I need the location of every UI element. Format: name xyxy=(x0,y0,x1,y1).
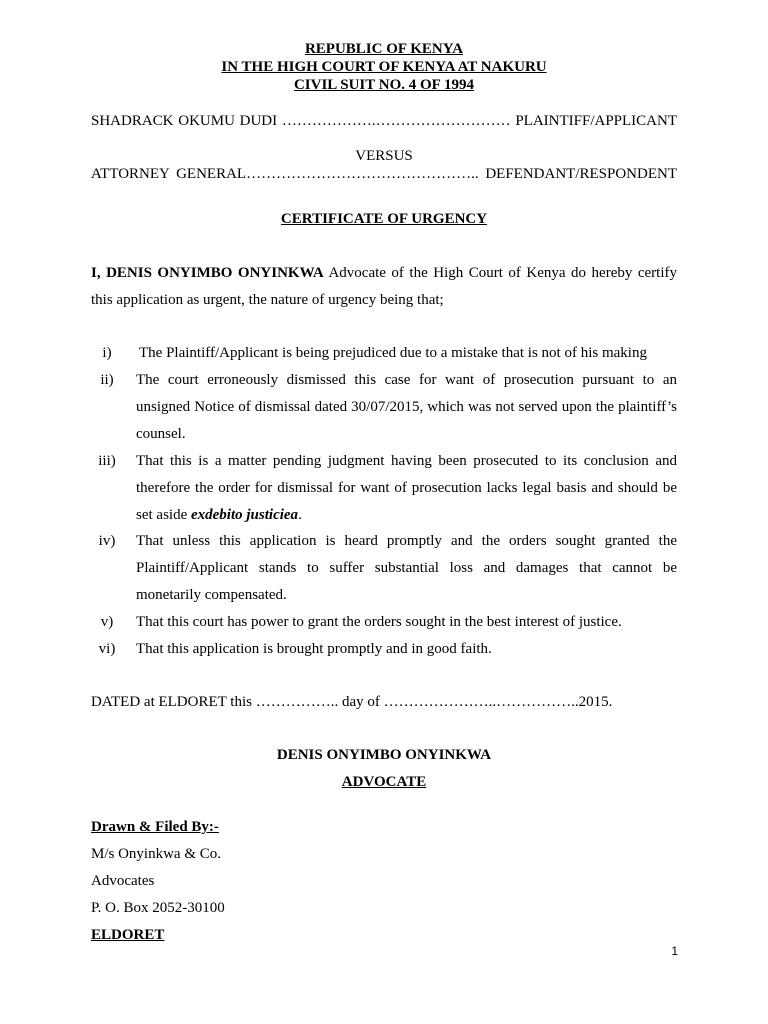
certificate-title: CERTIFICATE OF URGENCY xyxy=(280,211,488,227)
intro-line-2: this application as urgent, the nature of urgency being that; xyxy=(91,292,444,308)
plaintiff-dots: ……………….……………………… xyxy=(281,113,511,129)
signatory-title: ADVOCATE xyxy=(341,774,427,790)
ground-numeral: vi) xyxy=(98,641,116,657)
ground-text: That unless this application is heard promptly and the orders sought granted the xyxy=(136,533,677,549)
plaintiff-name: SHADRACK OKUMU DUDI xyxy=(91,113,278,129)
signatory-name: DENIS ONYIMBO ONYINKWA xyxy=(276,747,492,763)
ground-text: The Plaintiff/Applicant is being prejudiced due to a mistake that is not of his making xyxy=(139,345,647,361)
defendant-name: ATTORNEY GENERAL xyxy=(91,166,247,182)
firm-address: P. O. Box 2052-30100 xyxy=(91,900,225,916)
plaintiff-line xyxy=(91,112,677,130)
ground-text-suffix: . xyxy=(298,507,302,523)
latin-phrase: exdebito justiciea xyxy=(190,507,299,523)
ground-numeral: v) xyxy=(100,614,114,630)
page-number: 1 xyxy=(671,944,678,958)
ground-text: That this court has power to grant the orders sought in the best interest of justice. xyxy=(136,614,622,630)
ground-text: monetarily compensated. xyxy=(136,587,287,603)
defendant-dots: ……………………………………….. xyxy=(246,166,479,182)
plaintiff-role: PLAINTIFF/APPLICANT xyxy=(515,113,677,129)
ground-numeral: i) xyxy=(102,345,112,361)
ground-text xyxy=(136,506,677,524)
defendant-name-and-dots xyxy=(91,166,479,182)
header-suit-number: CIVIL SUIT NO. 4 OF 1994 xyxy=(293,77,475,93)
ground-text: The court erroneously dismissed this case for want of prosecution pursuant to an xyxy=(136,372,677,388)
dated-line: DATED at ELDORET this …………….. day of …………………..……………..2015. xyxy=(91,694,613,710)
ground-text: That this application is brought promptly and in good faith. xyxy=(136,641,492,657)
ground-numeral: iii) xyxy=(98,453,116,469)
drawn-filed-heading: Drawn & Filed By:- xyxy=(91,819,219,835)
versus-label: VERSUS xyxy=(355,148,413,164)
ground-text: unsigned Notice of dismissal dated 30/07/2015, which was not served upon the plaintiff’s xyxy=(136,399,677,415)
ground-text: Plaintiff/Applicant stands to suffer substantial loss and damages that cannot be xyxy=(136,560,677,576)
ground-text: therefore the order for dismissal for want of prosecution lacks legal basis and should be xyxy=(136,480,677,496)
ground-text: counsel. xyxy=(136,426,186,442)
ground-text: That this is a matter pending judgment having been prosecuted to its conclusion and xyxy=(136,453,677,469)
firm-name: M/s Onyinkwa & Co. xyxy=(91,846,222,862)
firm-town: ELDORET xyxy=(91,927,165,943)
defendant-line xyxy=(91,165,677,183)
intro-line-1 xyxy=(91,264,677,282)
header-republic: REPUBLIC OF KENYA xyxy=(304,41,464,57)
defendant-role: DEFENDANT/RESPONDENT xyxy=(485,166,677,182)
ground-numeral: iv) xyxy=(98,533,116,549)
ground-text-prefix: set aside xyxy=(136,507,188,523)
firm-role: Advocates xyxy=(91,873,155,889)
advocate-name: I, DENIS ONYIMBO ONYINKWA xyxy=(91,265,324,281)
header-court: IN THE HIGH COURT OF KENYA AT NAKURU xyxy=(221,59,547,75)
intro-line-1-rest: Advocate of the High Court of Kenya do hereby certify xyxy=(328,265,677,281)
ground-numeral: ii) xyxy=(100,372,114,388)
